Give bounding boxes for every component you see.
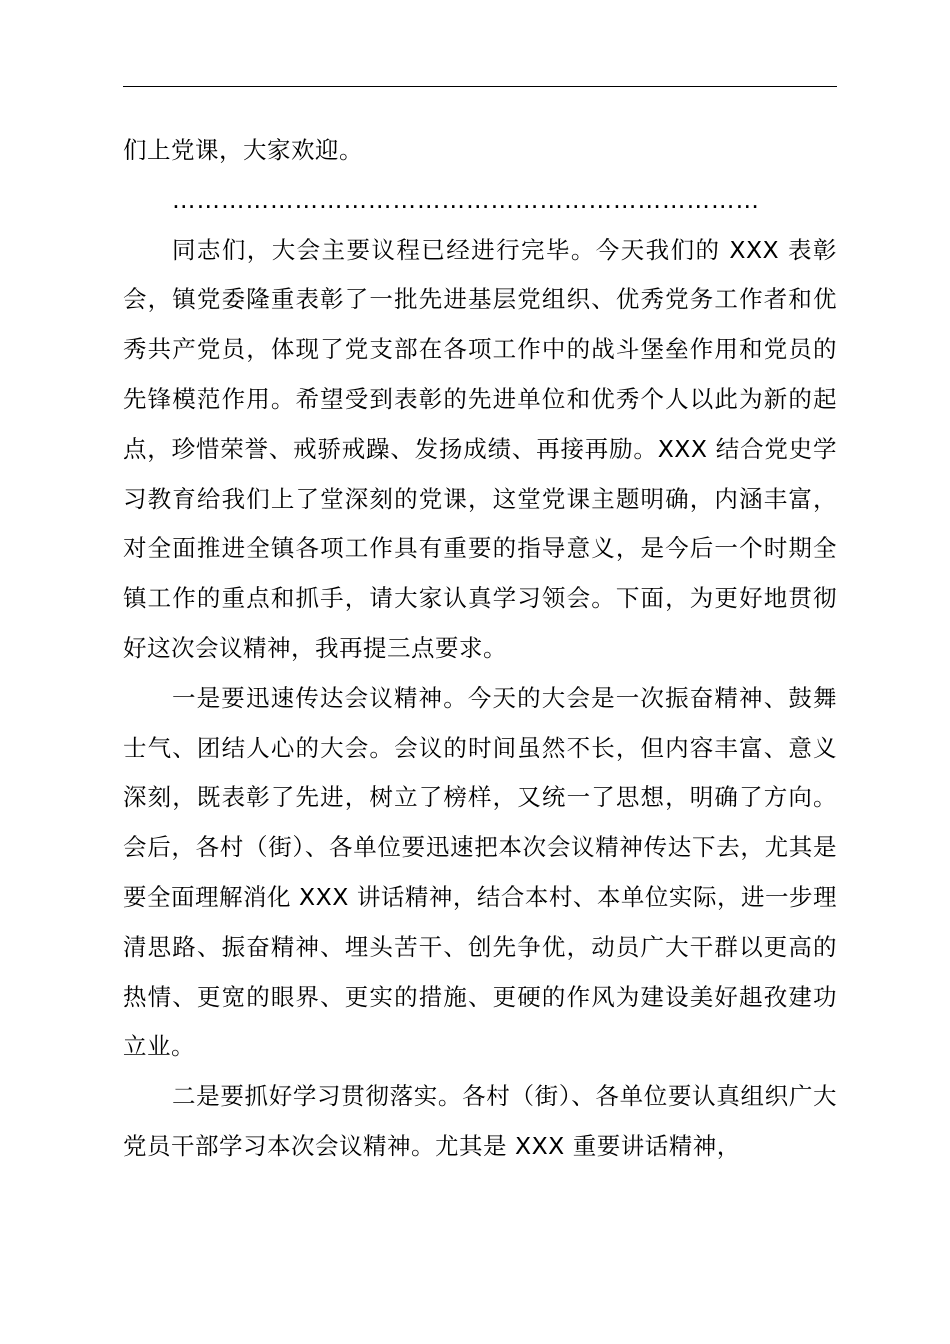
lead-line: 们上党课，大家欢迎。	[123, 136, 363, 164]
paragraph-requirement-one: 一是要迅速传达会议精神。今天的大会是一次振奋精神、鼓舞士气、团结人心的大会。会议的时间虽然不长，但内容丰富、意义深刻，既表彰了先进，树立了榜样，又统一了思想，明确了方向。会后，各村（街）、各单位要迅速把本次会议精神传达下去，尤其是要全面理解消化 XXX 讲话精神，结合本村、本单位实际，进一步理清思路、振奋精神、埋头苦干、创先争优，动员广大干群以更高的热情、更宽的眼界、更实的措施、更硬的作风为建设美好趄孜建功立业。	[123, 683, 837, 1061]
document-body	[123, 126, 837, 1172]
header-rule	[123, 86, 837, 87]
paragraph-summary: 同志们，大会主要议程已经进行完毕。今天我们的 XXX 表彰会，镇党委隆重表彰了一批先进基层党组织、优秀党务工作者和优秀共产党员，体现了党支部在各项工作中的战斗堡垒作用和党员的先锋模范作用。希望受到表彰的先进单位和优秀个人以此为新的起点，珍惜荣誉、戒骄戒躁、发扬成绩、再接再励。XXX 结合党史学习教育给我们上了堂深刻的党课，这堂党课主题明确，内涵丰富，对全面推进全镇各项工作具有重要的指导意义，是今后一个时期全镇工作的重点和抓手，请大家认真学习领会。下面，为更好地贯彻好这次会议精神，我再提三点要求。	[123, 235, 837, 662]
paragraph-requirement-two: 二是要抓好学习贯彻落实。各村（街）、各单位要认真组织广大党员干部学习本次会议精神。尤其是 XXX 重要讲话精神，	[123, 1082, 837, 1160]
ellipsis-separator: ………………………………………………………………	[172, 185, 760, 214]
